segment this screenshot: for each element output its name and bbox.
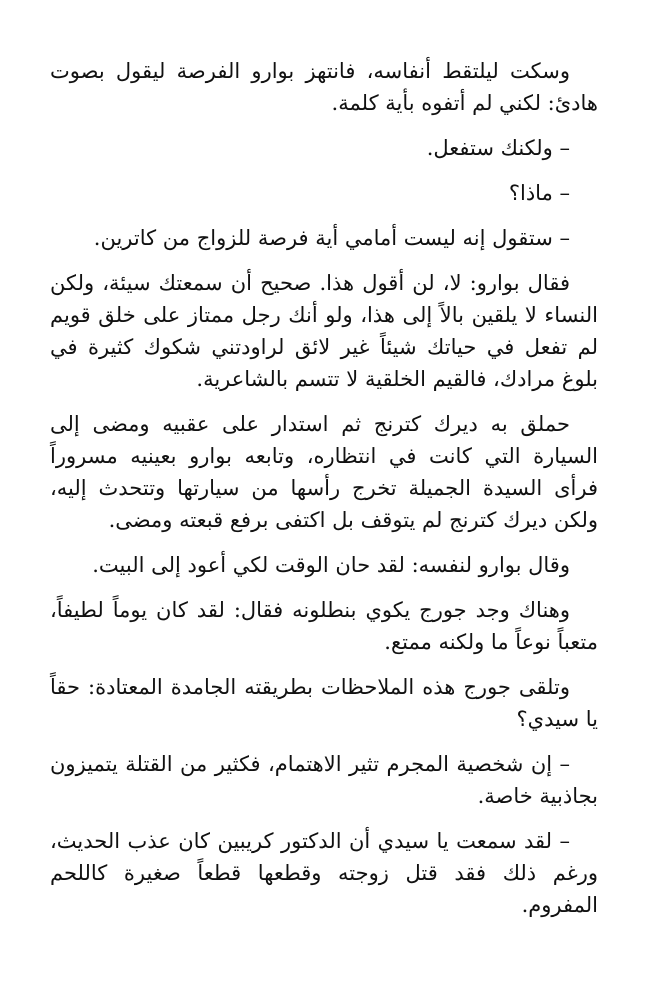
dialogue-line-2: – ماذا؟	[508, 181, 570, 205]
paragraph-1: وسكت ليلتقط أنفاسه، فانتهز بوارو الفرصة ليقول بصوت هادئ: لكني لم أتفوه بأية كلمة.	[50, 59, 598, 115]
dialogue-line-5: – لقد سمعت يا سيدي أن الدكتور كريبين كان عذب الحديث، ورغم ذلك فقد قتل زوجته وقطعها قطعاً صغيرة كاللحم المفروم.	[50, 829, 598, 917]
dialogue-line-3: – ستقول إنه ليست أمامي أية فرصة للزواج من كاترين.	[93, 226, 570, 250]
book-page	[50, 55, 598, 934]
paragraph-3: حملق به ديرك كترنج ثم استدار على عقبيه ومضى إلى السيارة التي كانت في انتظاره، وتابعه بوارو بعينيه مسروراً فرأى السيدة الجميلة تخرج رأسها من سيارتها وتتحدث إليه، ولكن ديرك كترنج لم يتوقف بل اكتفى برفع قبعته ومضى.	[50, 412, 598, 532]
paragraph-4: وقال بوارو لنفسه: لقد حان الوقت لكي أعود إلى البيت.	[92, 553, 570, 577]
paragraph-2: فقال بوارو: لا، لن أقول هذا. صحيح أن سمعتك سيئة، ولكن النساء لا يلقين بالاً إلى هذا، ولو أنك رجل ممتاز على خلق قويم لم تفعل في حياتك شيئاً غير لائق لراودتني شكوك كثيرة في بلوغ مرادك، فالقيم الخلقية لا تتسم بالشاعرية.	[50, 271, 598, 391]
dialogue-line-1: – ولكنك ستفعل.	[426, 136, 570, 160]
paragraph-5: وهناك وجد جورج يكوي بنطلونه فقال: لقد كان يوماً لطيفاً، متعباً نوعاً ما ولكنه ممتع.	[50, 598, 598, 654]
paragraph-6: وتلقى جورج هذه الملاحظات بطريقته الجامدة المعتادة: حقاً يا سيدي؟	[50, 675, 598, 731]
dialogue-line-4: – إن شخصية المجرم تثير الاهتمام، فكثير من القتلة يتميزون بجاذبية خاصة.	[50, 752, 598, 808]
